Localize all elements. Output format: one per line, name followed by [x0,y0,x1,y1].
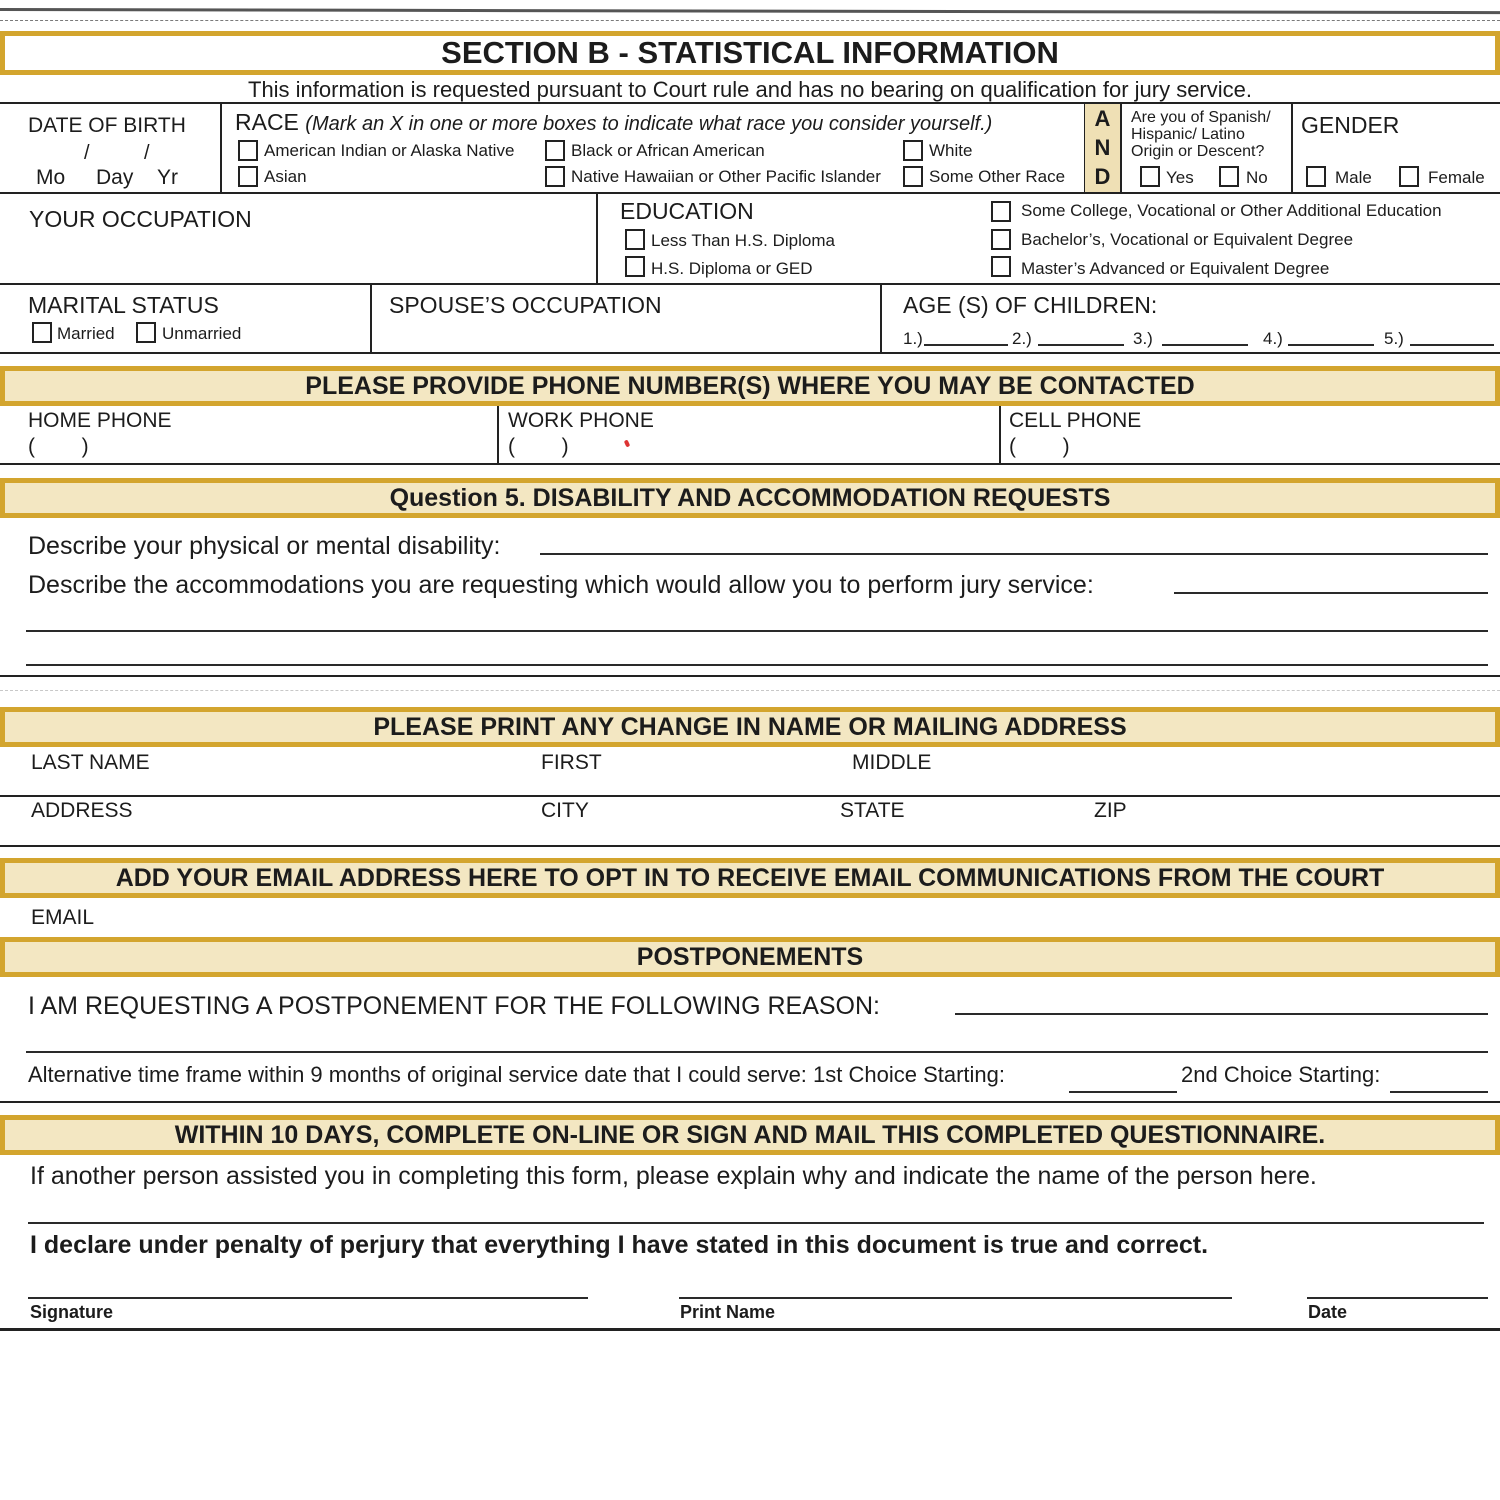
education-option-label: H.S. Diploma or GED [651,259,813,278]
address-change-banner [0,707,1500,747]
marital-unmarried-checkbox[interactable] [136,322,156,343]
disability-description-field[interactable] [540,553,1488,555]
marital-status-label: MARITAL STATUS [28,292,219,318]
gender-female-checkbox[interactable] [1399,166,1419,187]
email-banner-text: ADD YOUR EMAIL ADDRESS HERE TO OPT IN TO RECEIVE EMAIL COMMUNICATIONS FROM THE COURT [115,863,1385,892]
marital-married-label: Married [57,324,115,343]
child-slot-label: 2.) [1012,329,1032,348]
and-letter: N [1094,134,1111,160]
race-option-label: Black or African American [571,141,765,160]
dob-month-label: Mo [36,166,66,189]
race-label: RACE [235,109,299,135]
child-slot-label: 1.) [903,329,923,348]
disability-banner [0,478,1500,518]
last-name-label: LAST NAME [31,751,150,774]
address-change-banner-text: PLEASE PRINT ANY CHANGE IN NAME OR MAILING ADDRESS [373,712,1127,741]
child-slot-label: 3.) [1133,329,1153,348]
postponements-banner [0,937,1500,977]
state-label: STATE [840,799,905,822]
section-b-subtitle: This information is requested pursuant to Court rule and has no bearing on qualification for jury service. [248,77,1252,102]
divider [1291,102,1293,192]
education-label: EDUCATION [620,198,754,224]
hispanic-question [1131,109,1271,160]
divider [220,102,222,192]
perforation-line [0,20,1500,21]
hispanic-no-checkbox[interactable] [1219,166,1239,187]
race-checkbox-other[interactable] [903,166,923,187]
dob-separator-2: / [144,142,150,164]
occupation-label: YOUR OCCUPATION [29,206,252,232]
first-choice-date-field[interactable] [1069,1091,1177,1093]
email-banner [0,858,1500,898]
email-field[interactable] [100,900,1490,936]
name-field-underline[interactable] [0,795,1500,797]
divider [0,192,1500,194]
divider [0,1328,1500,1331]
child-slot-label: 5.) [1384,329,1404,348]
second-choice-date-field[interactable] [1390,1091,1488,1093]
race-option-label: Some Other Race [929,167,1066,186]
child-age-3-field[interactable] [1162,344,1248,346]
child-age-4-field[interactable] [1288,344,1374,346]
email-label: EMAIL [31,906,95,929]
accommodations-field[interactable] [1174,592,1488,594]
page-top-edge [0,8,1500,14]
gender-male-checkbox[interactable] [1306,166,1326,187]
second-choice-label: 2nd Choice Starting: [1181,1062,1381,1087]
education-checkbox-bachelors[interactable] [991,229,1011,250]
home-phone-label: HOME PHONE [28,409,172,432]
ink-mark [624,439,631,447]
race-checkbox-black[interactable] [545,140,565,161]
divider [0,283,1500,285]
gender-female-label: Female [1428,168,1485,187]
completion-banner [0,1115,1500,1155]
child-age-2-field[interactable] [1038,344,1124,346]
postponement-reason-label: I AM REQUESTING A POSTPONEMENT FOR THE FOLLOWING REASON: [28,992,880,1020]
date-field[interactable] [1307,1297,1488,1299]
divider [1120,102,1122,192]
section-b-title-text: SECTION B - STATISTICAL INFORMATION [441,35,1059,70]
divider [880,283,882,353]
disability-banner-text: Question 5. DISABILITY AND ACCOMMODATION REQUESTS [389,483,1111,512]
print-name-field[interactable] [679,1297,1232,1299]
completion-banner-text: WITHIN 10 DAYS, COMPLETE ON-LINE OR SIGN AND MAIL THIS COMPLETED QUESTIONNAIRE. [174,1120,1326,1149]
dob-year-label: Yr [157,166,178,189]
postponement-reason-field-line-2[interactable] [26,1051,1488,1053]
and-connector [1085,104,1120,192]
accommodations-label: Describe the accommodations you are requesting which would allow you to perform jury service: [28,571,1094,599]
race-option-label: Native Hawaiian or Other Pacific Islander [571,167,881,186]
divider [0,102,1500,104]
education-option-label: Master’s Advanced or Equivalent Degree [1021,259,1330,278]
work-phone-field[interactable]: ( ) [508,435,569,458]
divider [0,1101,1500,1103]
divider [497,406,499,464]
gender-male-label: Male [1335,168,1372,187]
signature-field[interactable] [28,1297,588,1299]
cell-phone-label: CELL PHONE [1009,409,1142,432]
divider [0,675,1500,677]
hispanic-no-label: No [1246,168,1268,187]
accommodations-field-line-2[interactable] [26,630,1488,632]
dob-label: DATE OF BIRTH [28,114,186,137]
disability-description-label: Describe your physical or mental disability: [28,532,501,560]
child-age-5-field[interactable] [1410,344,1494,346]
signature-label: Signature [30,1302,114,1322]
home-phone-field[interactable]: ( ) [28,435,89,458]
spouse-occupation-label: SPOUSE’S OCCUPATION [389,292,662,318]
child-slot-label: 4.) [1263,329,1283,348]
assisted-text: If another person assisted you in completing this form, please explain why and indicate the name of the person here. [30,1162,1317,1190]
divider [0,352,1500,354]
divider [999,406,1001,464]
zip-label: ZIP [1094,799,1127,822]
education-option-label: Some College, Vocational or Other Additional Education [1021,201,1442,220]
race-heading [235,109,992,136]
education-checkbox-some-college[interactable] [991,201,1011,222]
cell-phone-field[interactable]: ( ) [1009,435,1070,458]
hispanic-yes-checkbox[interactable] [1140,166,1160,187]
perforation-line [0,690,1500,691]
section-b-title [0,31,1500,75]
and-letter: D [1094,164,1111,190]
race-checkbox-native-hawaiian[interactable] [545,166,565,187]
education-checkbox-masters[interactable] [991,256,1011,277]
race-checkbox-american-indian[interactable] [238,140,258,161]
marital-unmarried-label: Unmarried [162,324,242,343]
dob-separator-1: / [84,142,90,164]
gender-label: GENDER [1301,112,1400,138]
divider [370,283,372,353]
children-ages-label: AGE (S) OF CHILDREN: [903,292,1158,318]
divider [0,463,1500,465]
phone-banner-text: PLEASE PROVIDE PHONE NUMBER(S) WHERE YOU MAY BE CONTACTED [305,371,1195,400]
education-option-label: Bachelor’s, Vocational or Equivalent Degree [1021,230,1354,249]
hispanic-question-line: Are you of Spanish/ [1131,109,1271,126]
and-letter: A [1094,105,1111,131]
address-label: ADDRESS [31,799,133,822]
date-label: Date [1308,1302,1348,1322]
postponement-reason-field[interactable] [955,1013,1488,1015]
race-checkbox-white[interactable] [903,140,923,161]
perjury-declaration: I declare under penalty of perjury that everything I have stated in this document is true and correct. [30,1231,1209,1259]
divider [596,192,598,284]
accommodations-field-line-3[interactable] [26,664,1488,666]
alt-timeframe-label: Alternative time frame within 9 months of original service date that I could serve: 1st Choice Starting: [28,1062,1006,1087]
city-label: CITY [541,799,589,822]
race-option-label: American Indian or Alaska Native [264,141,515,160]
marital-married-checkbox[interactable] [32,322,52,343]
postponements-banner-text: POSTPONEMENTS [636,942,864,971]
hispanic-yes-label: Yes [1166,168,1194,187]
hispanic-question-line: Hispanic/ Latino [1131,126,1245,143]
race-option-label: White [929,141,973,160]
race-option-label: Asian [264,167,307,186]
first-name-label: FIRST [541,751,602,774]
work-phone-label: WORK PHONE [508,409,654,432]
dob-day-label: Day [96,166,134,189]
education-checkbox-less-than-hs[interactable] [625,229,645,250]
print-name-label: Print Name [680,1302,776,1322]
education-option-label: Less Than H.S. Diploma [651,231,835,250]
hispanic-question-line: Origin or Descent? [1131,143,1265,160]
education-checkbox-hs-diploma[interactable] [625,256,645,277]
phone-banner [0,366,1500,406]
assisted-person-field[interactable] [28,1222,1484,1224]
race-instruction: (Mark an X in one or more boxes to indicate what race you consider yourself.) [305,113,993,135]
middle-name-label: MIDDLE [852,751,932,774]
child-age-1-field[interactable] [924,344,1008,346]
race-checkbox-asian[interactable] [238,166,258,187]
address-field-underline[interactable] [0,845,1500,847]
